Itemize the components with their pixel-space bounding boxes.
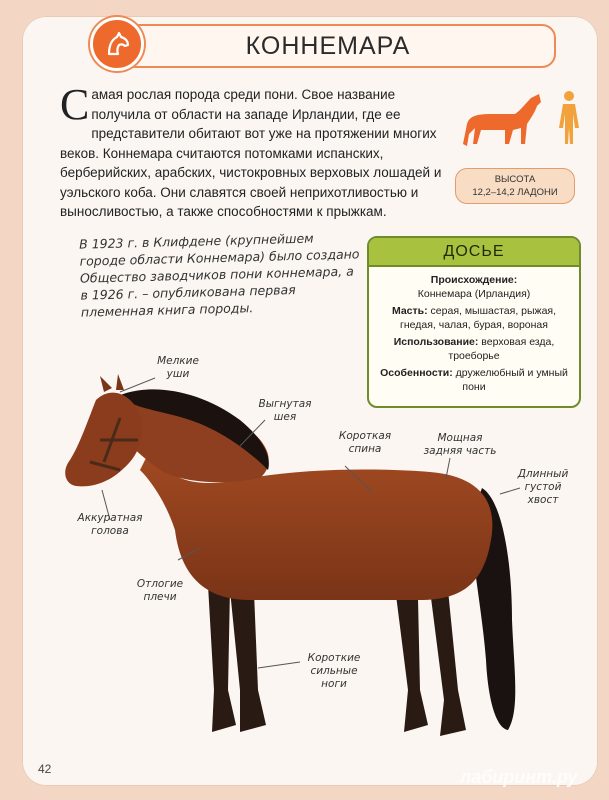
page-number: 42 [38,762,52,776]
drop-cap: С [60,80,90,129]
use-value: верховая езда, троеборье [448,336,555,362]
label-tail: Длинный густой хвост [517,468,569,506]
history-note: В 1923 г. в Клифдене (крупнейшем городе области Коннемара) было создано Общество заводчиков пони коннемара, а в 1926 г. – опубликована первая племенная книга породы. [78,230,360,320]
label-neck: Выгнутая шея [258,398,312,423]
features-label: Особенности: [380,367,453,379]
label-ears: Мелкие уши [157,355,199,380]
label-head: Аккуратная голова [77,512,143,537]
label-legs: Короткие сильные ноги [307,652,361,690]
use-label: Использование: [393,336,479,348]
color-value: серая, мышастая, рыжая, гнедая, чалая, бурая, вороная [400,305,557,331]
label-hindquarters: Мощная задняя часть [423,432,497,457]
dossier-title: ДОСЬЕ [369,238,579,267]
origin-label: Происхождение: [430,274,518,286]
intro-text: амая рослая порода среди пони. Свое название получила от области на западе Ирландии, где ее представители обитают вот уже на протяжении многих веков. Коннемара считаются потомками испанских, берберийских, арабских, чистокровных верховых лошадей и уэльского коба. Они славятся своей неприхотливостью и выносливостью, а также способностями к прыжкам. [60,87,442,219]
height-label: ВЫСОТА [494,174,536,185]
height-value: 12,2–14,2 ЛАДОНИ [472,187,558,198]
label-back: Короткая спина [338,430,392,455]
origin-value: Коннемара (Ирландия) [417,288,531,300]
color-label: Масть: [391,305,428,317]
watermark: лабиринт.ру [460,767,578,787]
features-value: дружелюбный и умный пони [455,367,568,393]
label-shoulders: Отлогие плечи [136,578,184,603]
page-title: КОННЕМАРА [100,24,556,68]
